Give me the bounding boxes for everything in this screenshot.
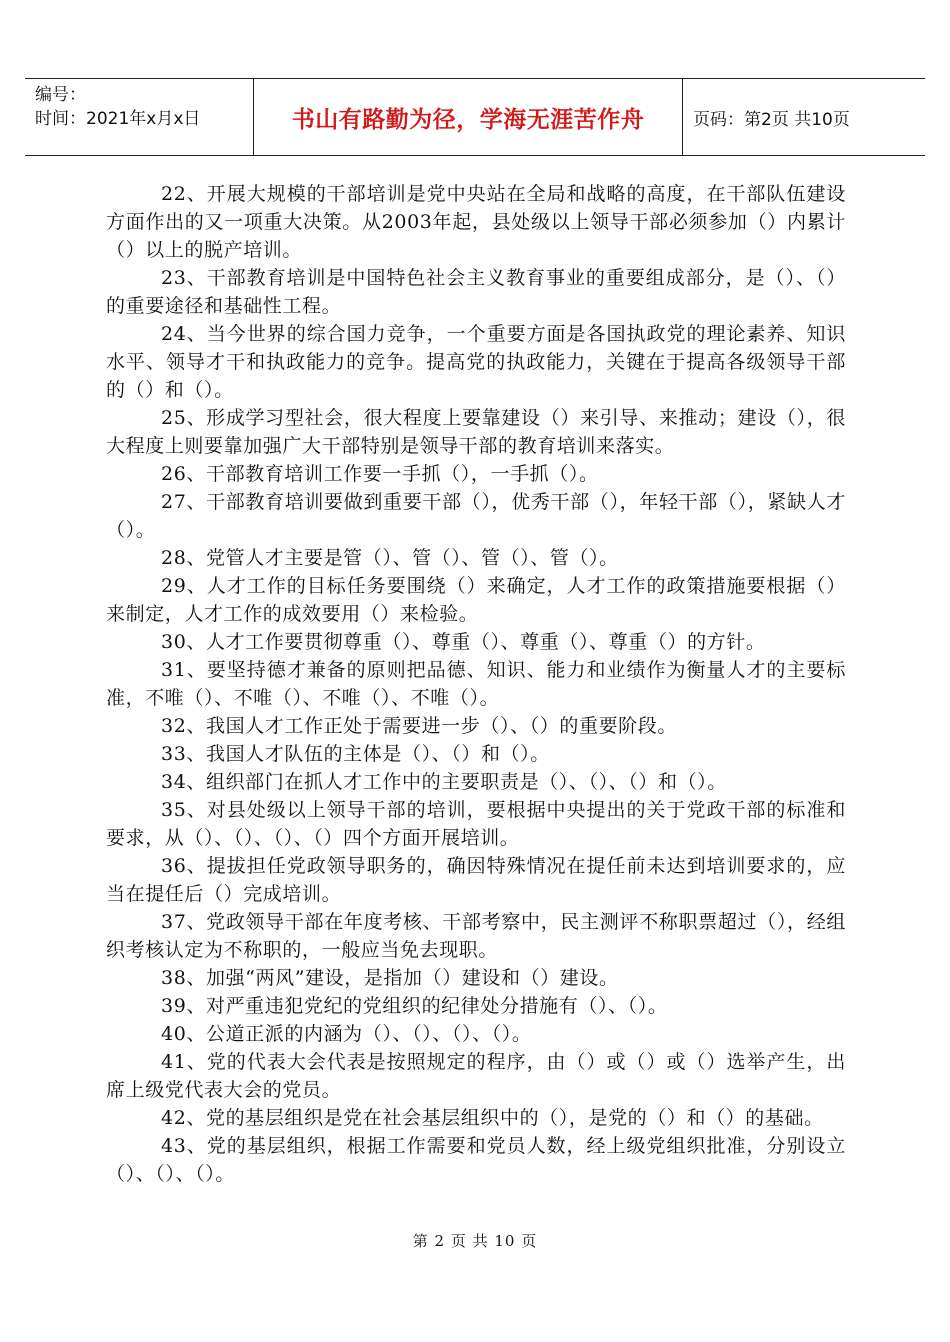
question-28: 28、党管人才主要是管（）、管（）、管（）、管（）。 <box>161 547 619 569</box>
question-26: 26、干部教育培训工作要一手抓（），一手抓（）。 <box>161 463 599 485</box>
question-27: 27、干部教育培训要做到重要干部（），优秀干部（），年轻干部（），紧缺人才（）。 <box>106 491 846 541</box>
question-35: 35、对县处级以上领导干部的培训，要根据中央提出的关于党政干部的标准和要求，从（）、（）、（）、（）四个方面开展培训。 <box>106 799 846 849</box>
document-body <box>106 180 846 1188</box>
question-32: 32、我国人才工作正处于需要进一步（）、（）的重要阶段。 <box>161 715 677 737</box>
header-motto: 书山有路勤为径，学海无涯苦作舟 <box>254 79 683 155</box>
question-23: 23、干部教育培训是中国特色社会主义教育事业的重要组成部分，是（）、（）的重要途径和基础性工程。 <box>106 267 846 317</box>
question-41: 41、党的代表大会代表是按照规定的程序，由（）或（）或（）选举产生，出席上级党代表大会的党员。 <box>106 1051 846 1101</box>
question-25: 25、形成学习型社会，很大程度上要靠建设（）来引导、来推动；建设（），很大程度上则要靠加强广大干部特别是领导干部的教育培训来落实。 <box>106 407 846 457</box>
question-37: 37、党政领导干部在年度考核、干部考察中，民主测评不称职票超过（），经组织考核认定为不称职的，一般应当免去现职。 <box>106 911 846 961</box>
header-page-label: 页码：第2页 共10页 <box>693 109 850 130</box>
document-time-label: 时间：2021年x月x日 <box>35 109 201 129</box>
question-36: 36、提拔担任党政领导职务的，确因特殊情况在提任前未达到培训要求的，应当在提任后（）完成培训。 <box>106 855 846 905</box>
question-33: 33、我国人才队伍的主体是（）、（）和（）。 <box>161 743 550 765</box>
document-number-label: 编号： <box>35 85 86 105</box>
question-24: 24、当今世界的综合国力竞争，一个重要方面是各国执政党的理论素养、知识水平、领导才干和执政能力的竞争。提高党的执政能力，关键在于提高各级领导干部的（）和（）。 <box>106 323 846 401</box>
question-31: 31、要坚持德才兼备的原则把品德、知识、能力和业绩作为衡量人才的主要标准，不唯（）、不唯（）、不唯（）、不唯（）。 <box>106 659 846 709</box>
question-34: 34、组织部门在抓人才工作中的主要职责是（）、（）、（）和（）。 <box>161 771 727 793</box>
page-header <box>25 78 925 156</box>
page-footer: 第 2 页 共 10 页 <box>412 1232 538 1250</box>
question-30: 30、人才工作要贯彻尊重（）、尊重（）、尊重（）、尊重（）的方针。 <box>161 631 766 653</box>
question-22: 22、开展大规模的干部培训是党中央站在全局和战略的高度，在干部队伍建设方面作出的又一项重大决策。从2003年起，县处级以上领导干部必须参加（）内累计（）以上的脱产培训。 <box>106 183 846 261</box>
question-29: 29、人才工作的目标任务要围绕（）来确定，人才工作的政策措施要根据（）来制定，人才工作的成效要用（）来检验。 <box>106 575 846 625</box>
question-38: 38、加强“两风”建设，是指加（）建设和（）建设。 <box>161 967 619 989</box>
question-42: 42、党的基层组织是党在社会基层组织中的（），是党的（）和（）的基础。 <box>161 1107 824 1129</box>
question-39: 39、对严重违犯党纪的党组织的纪律处分措施有（）、（）。 <box>161 995 668 1017</box>
header-meta <box>25 79 254 155</box>
question-40: 40、公道正派的内涵为（）、（）、（）、（）。 <box>161 1023 532 1045</box>
question-43: 43、党的基层组织，根据工作需要和党员人数，经上级党组织批准，分别设立（）、（）、（）。 <box>106 1135 846 1185</box>
